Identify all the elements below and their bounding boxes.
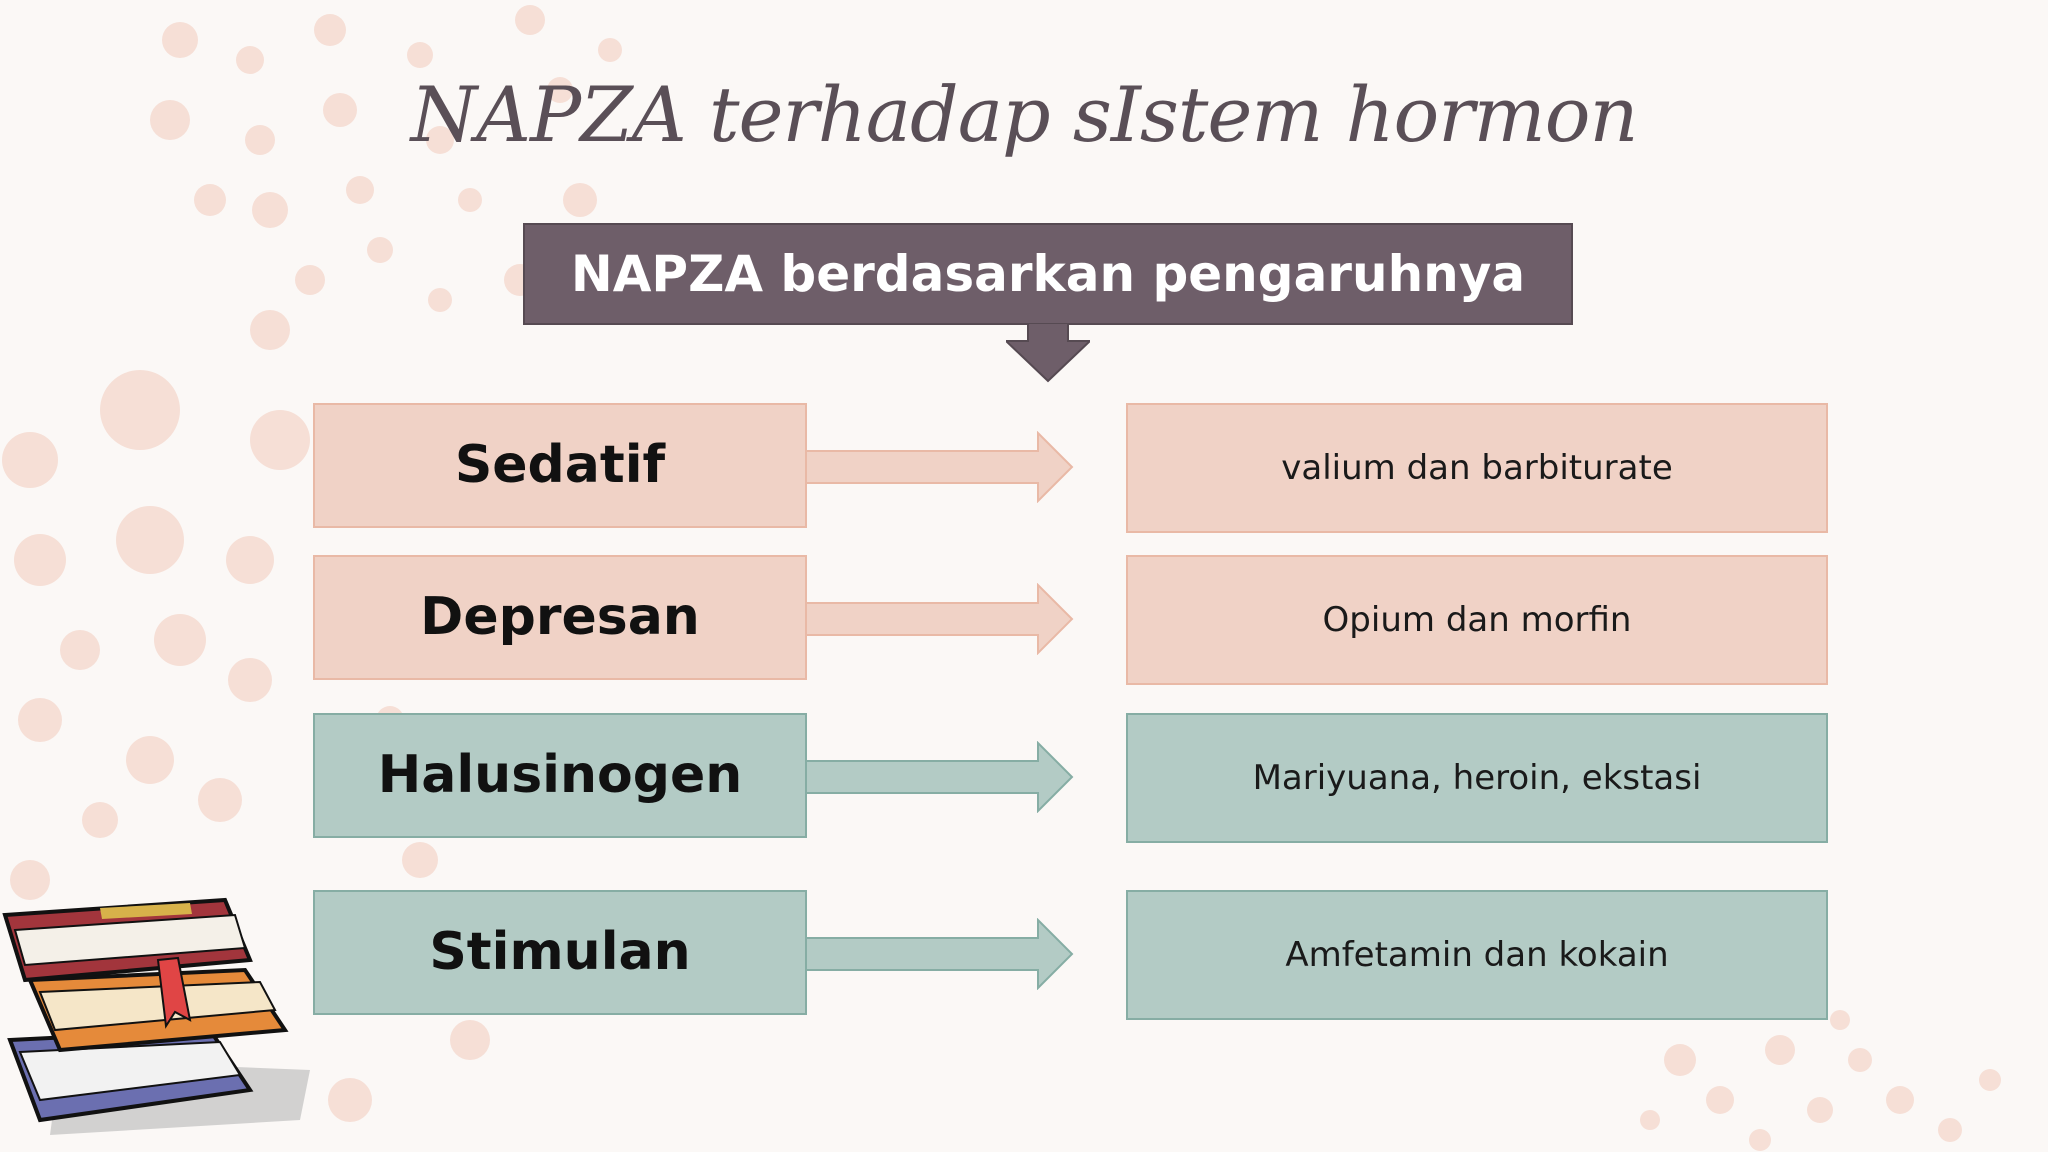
example-box: Opium dan morfin (1126, 555, 1828, 685)
right-arrow-icon (806, 431, 1074, 503)
book-stack-icon (0, 870, 320, 1152)
example-box: Amfetamin dan kokain (1126, 890, 1828, 1020)
slide-title: NAPZA terhadap sIstem hormon (410, 70, 1638, 159)
header-down-pointer (1006, 323, 1090, 383)
row-sedatif (0, 403, 2048, 533)
category-box: Halusinogen (313, 713, 807, 838)
category-box: Depresan (313, 555, 807, 680)
right-arrow-icon (806, 583, 1074, 655)
right-arrow-icon (806, 918, 1074, 990)
example-box: valium dan barbiturate (1126, 403, 1828, 533)
category-box: Stimulan (313, 890, 807, 1015)
example-box: Mariyuana, heroin, ekstasi (1126, 713, 1828, 843)
row-depresan (0, 555, 2048, 685)
row-halusinogen (0, 713, 2048, 843)
header-box: NAPZA berdasarkan pengaruhnya (523, 223, 1573, 325)
right-arrow-icon (806, 741, 1074, 813)
category-box: Sedatif (313, 403, 807, 528)
